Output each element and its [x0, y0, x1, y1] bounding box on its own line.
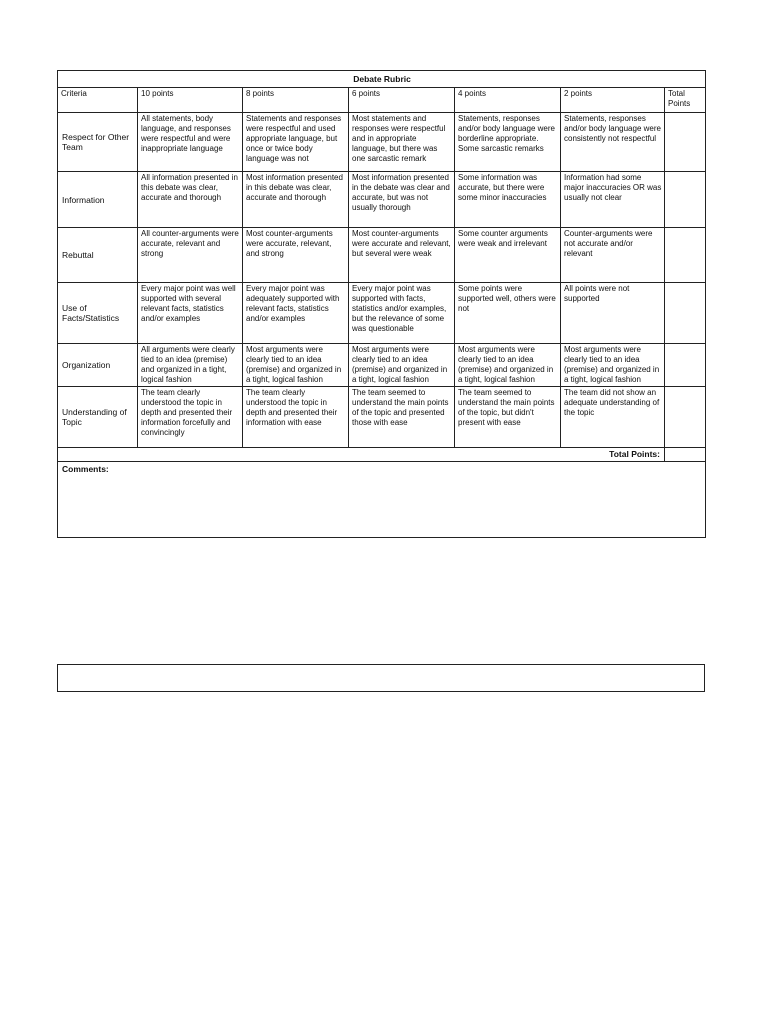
blank-box — [57, 664, 705, 692]
header-4-points: 4 points — [455, 88, 561, 113]
header-8-points: 8 points — [243, 88, 349, 113]
rubric-cell: Every major point was supported with facts, statistics and/or examples, but the relevance of some was questionable — [349, 283, 455, 344]
criteria-label: Use of Facts/Statistics — [58, 283, 138, 344]
total-points-label: Total Points: — [58, 448, 665, 462]
rubric-cell: Most counter-arguments were accurate and relevant, but several were weak — [349, 228, 455, 283]
rubric-cell: Statements, responses and/or body language were consistently not respectful — [561, 113, 665, 172]
rubric-cell: The team seemed to understand the main points of the topic and presented those with ease — [349, 387, 455, 448]
row-information — [58, 172, 706, 228]
rubric-cell: All counter-arguments were accurate, relevant and strong — [138, 228, 243, 283]
row-understanding — [58, 387, 706, 448]
rubric-cell: Some counter arguments were weak and irrelevant — [455, 228, 561, 283]
criteria-label: Organization — [58, 344, 138, 387]
header-2-points: 2 points — [561, 88, 665, 113]
comments-label: Comments: — [62, 464, 109, 474]
rubric-cell: Most arguments were clearly tied to an idea (premise) and organized in a tight, logical fashion — [455, 344, 561, 387]
rubric-cell: All information presented in this debate was clear, accurate and thorough — [138, 172, 243, 228]
rubric-cell: Statements, responses and/or body language were borderline appropriate. Some sarcastic remarks — [455, 113, 561, 172]
rubric-title: Debate Rubric — [58, 71, 706, 88]
rubric-cell: Every major point was adequately supported with relevant facts, statistics and/or examples — [243, 283, 349, 344]
rubric-cell: Most information presented in the debate was clear and accurate, but was not usually thorough — [349, 172, 455, 228]
criteria-label: Rebuttal — [58, 228, 138, 283]
criteria-label: Information — [58, 172, 138, 228]
total-points-cell[interactable] — [665, 387, 706, 448]
rubric-cell: The team did not show an adequate understanding of the topic — [561, 387, 665, 448]
row-organization — [58, 344, 706, 387]
total-points-cell[interactable] — [665, 172, 706, 228]
total-points-cell[interactable] — [665, 283, 706, 344]
rubric-cell: The team clearly understood the topic in depth and presented their information forcefully and convincingly — [138, 387, 243, 448]
header-total-points: Total Points — [665, 88, 706, 113]
rubric-cell: Most arguments were clearly tied to an idea (premise) and organized in a tight, logical fashion — [243, 344, 349, 387]
header-10-points: 10 points — [138, 88, 243, 113]
rubric-cell: Most counter-arguments were accurate, relevant, and strong — [243, 228, 349, 283]
header-row — [58, 88, 706, 113]
rubric-cell: Most arguments were clearly tied to an idea (premise) and organized in a tight, logical fashion — [561, 344, 665, 387]
row-rebuttal — [58, 228, 706, 283]
rubric-cell: All points were not supported — [561, 283, 665, 344]
rubric-cell: Every major point was well supported with several relevant facts, statistics and/or examples — [138, 283, 243, 344]
debate-rubric-table — [57, 70, 706, 538]
total-points-cell[interactable] — [665, 344, 706, 387]
criteria-label: Respect for Other Team — [58, 113, 138, 172]
criteria-label: Understanding of Topic — [58, 387, 138, 448]
rubric-cell: The team seemed to understand the main points of the topic, but didn't present with ease — [455, 387, 561, 448]
rubric-cell: All statements, body language, and responses were respectful and were inappropriate language — [138, 113, 243, 172]
comments-field[interactable] — [58, 462, 706, 538]
total-points-cell[interactable] — [665, 228, 706, 283]
rubric-cell: Most information presented in this debate was clear, accurate and thorough — [243, 172, 349, 228]
total-points-cell[interactable] — [665, 113, 706, 172]
comments-row — [58, 462, 706, 538]
header-criteria: Criteria — [58, 88, 138, 113]
rubric-cell: Statements and responses were respectful and used appropriate language, but once or twice body language was not — [243, 113, 349, 172]
rubric-cell: Counter-arguments were not accurate and/or relevant — [561, 228, 665, 283]
rubric-cell: Most arguments were clearly tied to an idea (premise) and organized in a tight, logical fashion — [349, 344, 455, 387]
rubric-cell: Some points were supported well, others were not — [455, 283, 561, 344]
header-6-points: 6 points — [349, 88, 455, 113]
total-row — [58, 448, 706, 462]
rubric-cell: Some information was accurate, but there were some minor inaccuracies — [455, 172, 561, 228]
rubric-cell: All arguments were clearly tied to an idea (premise) and organized in a tight, logical fashion — [138, 344, 243, 387]
rubric-cell: Most statements and responses were respectful and in appropriate language, but there was one sarcastic remark — [349, 113, 455, 172]
rubric-cell: The team clearly understood the topic in depth and presented their information with ease — [243, 387, 349, 448]
title-row — [58, 71, 706, 88]
grand-total-cell[interactable] — [665, 448, 706, 462]
row-facts-statistics — [58, 283, 706, 344]
row-respect — [58, 113, 706, 172]
rubric-cell: Information had some major inaccuracies OR was usually not clear — [561, 172, 665, 228]
